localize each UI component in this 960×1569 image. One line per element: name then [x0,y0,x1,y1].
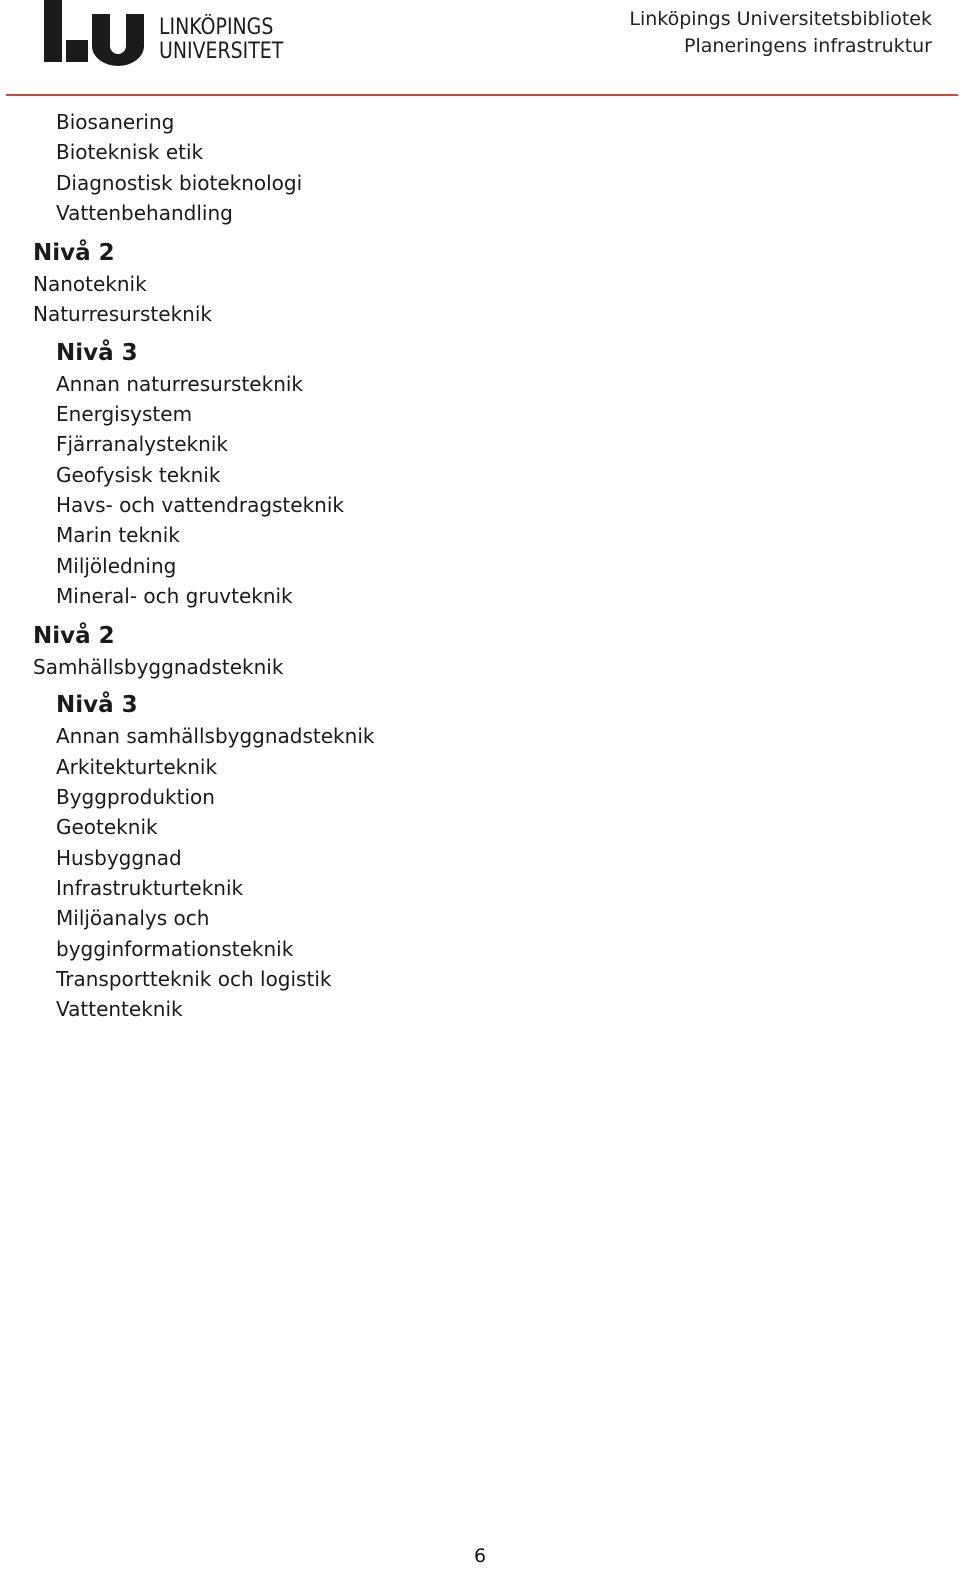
level-2-heading: Nivå 2 [33,623,115,650]
library-name: Linköpings Universitetsbibliotek [629,8,932,30]
list-item: Transportteknik och logistik [56,966,332,991]
list-item: Husbyggnad [56,845,182,870]
level-2-heading: Nivå 2 [33,240,115,267]
list-item: Diagnostisk bioteknologi [56,170,303,195]
list-item: Vattenbehandling [56,200,233,225]
list-item: Naturresursteknik [33,302,212,327]
header-right-text [629,6,932,60]
list-item: Havs- och vattendragsteknik [56,492,344,517]
list-item: Mineral- och gruvteknik [56,583,293,608]
list-item: Fjärranalysteknik [56,432,228,457]
list-item: Energisystem [56,402,193,427]
document-body [0,107,960,1024]
list-item: Samhällsbyggnadsteknik [33,655,284,680]
level-3-heading: Nivå 3 [56,339,138,366]
list-item: Annan naturresursteknik [56,371,304,396]
liu-logo-mark-icon [44,0,154,66]
list-item: Geoteknik [56,815,158,840]
list-item: Annan samhällsbyggnadsteknik [56,724,375,749]
list-item: Arkitekturteknik [56,754,218,779]
header-rule [6,94,958,96]
list-item: Geofysisk teknik [56,462,221,487]
page-number: 6 [473,1545,487,1567]
list-item: Miljöledning [56,553,177,578]
list-item: Byggproduktion [56,785,215,810]
logo-line-2: UNIVERSITET [159,39,284,64]
list-item: Marin teknik [56,523,180,548]
logo-line-1: LINKÖPINGS [159,15,274,40]
page-header [0,0,960,100]
list-item: Nanoteknik [33,272,147,297]
list-item: Bioteknisk etik [56,140,204,165]
list-item: Infrastrukturteknik [56,875,244,900]
document-title: Planeringens infrastruktur [684,35,932,57]
list-item: bygginformationsteknik [56,936,294,961]
logo-wordmark [159,16,283,64]
list-item: Vattenteknik [56,997,183,1022]
list-item: Miljöanalys och [56,906,210,931]
liu-logo [44,0,304,66]
list-item: Biosanering [56,110,175,134]
level-3-heading: Nivå 3 [56,692,138,719]
